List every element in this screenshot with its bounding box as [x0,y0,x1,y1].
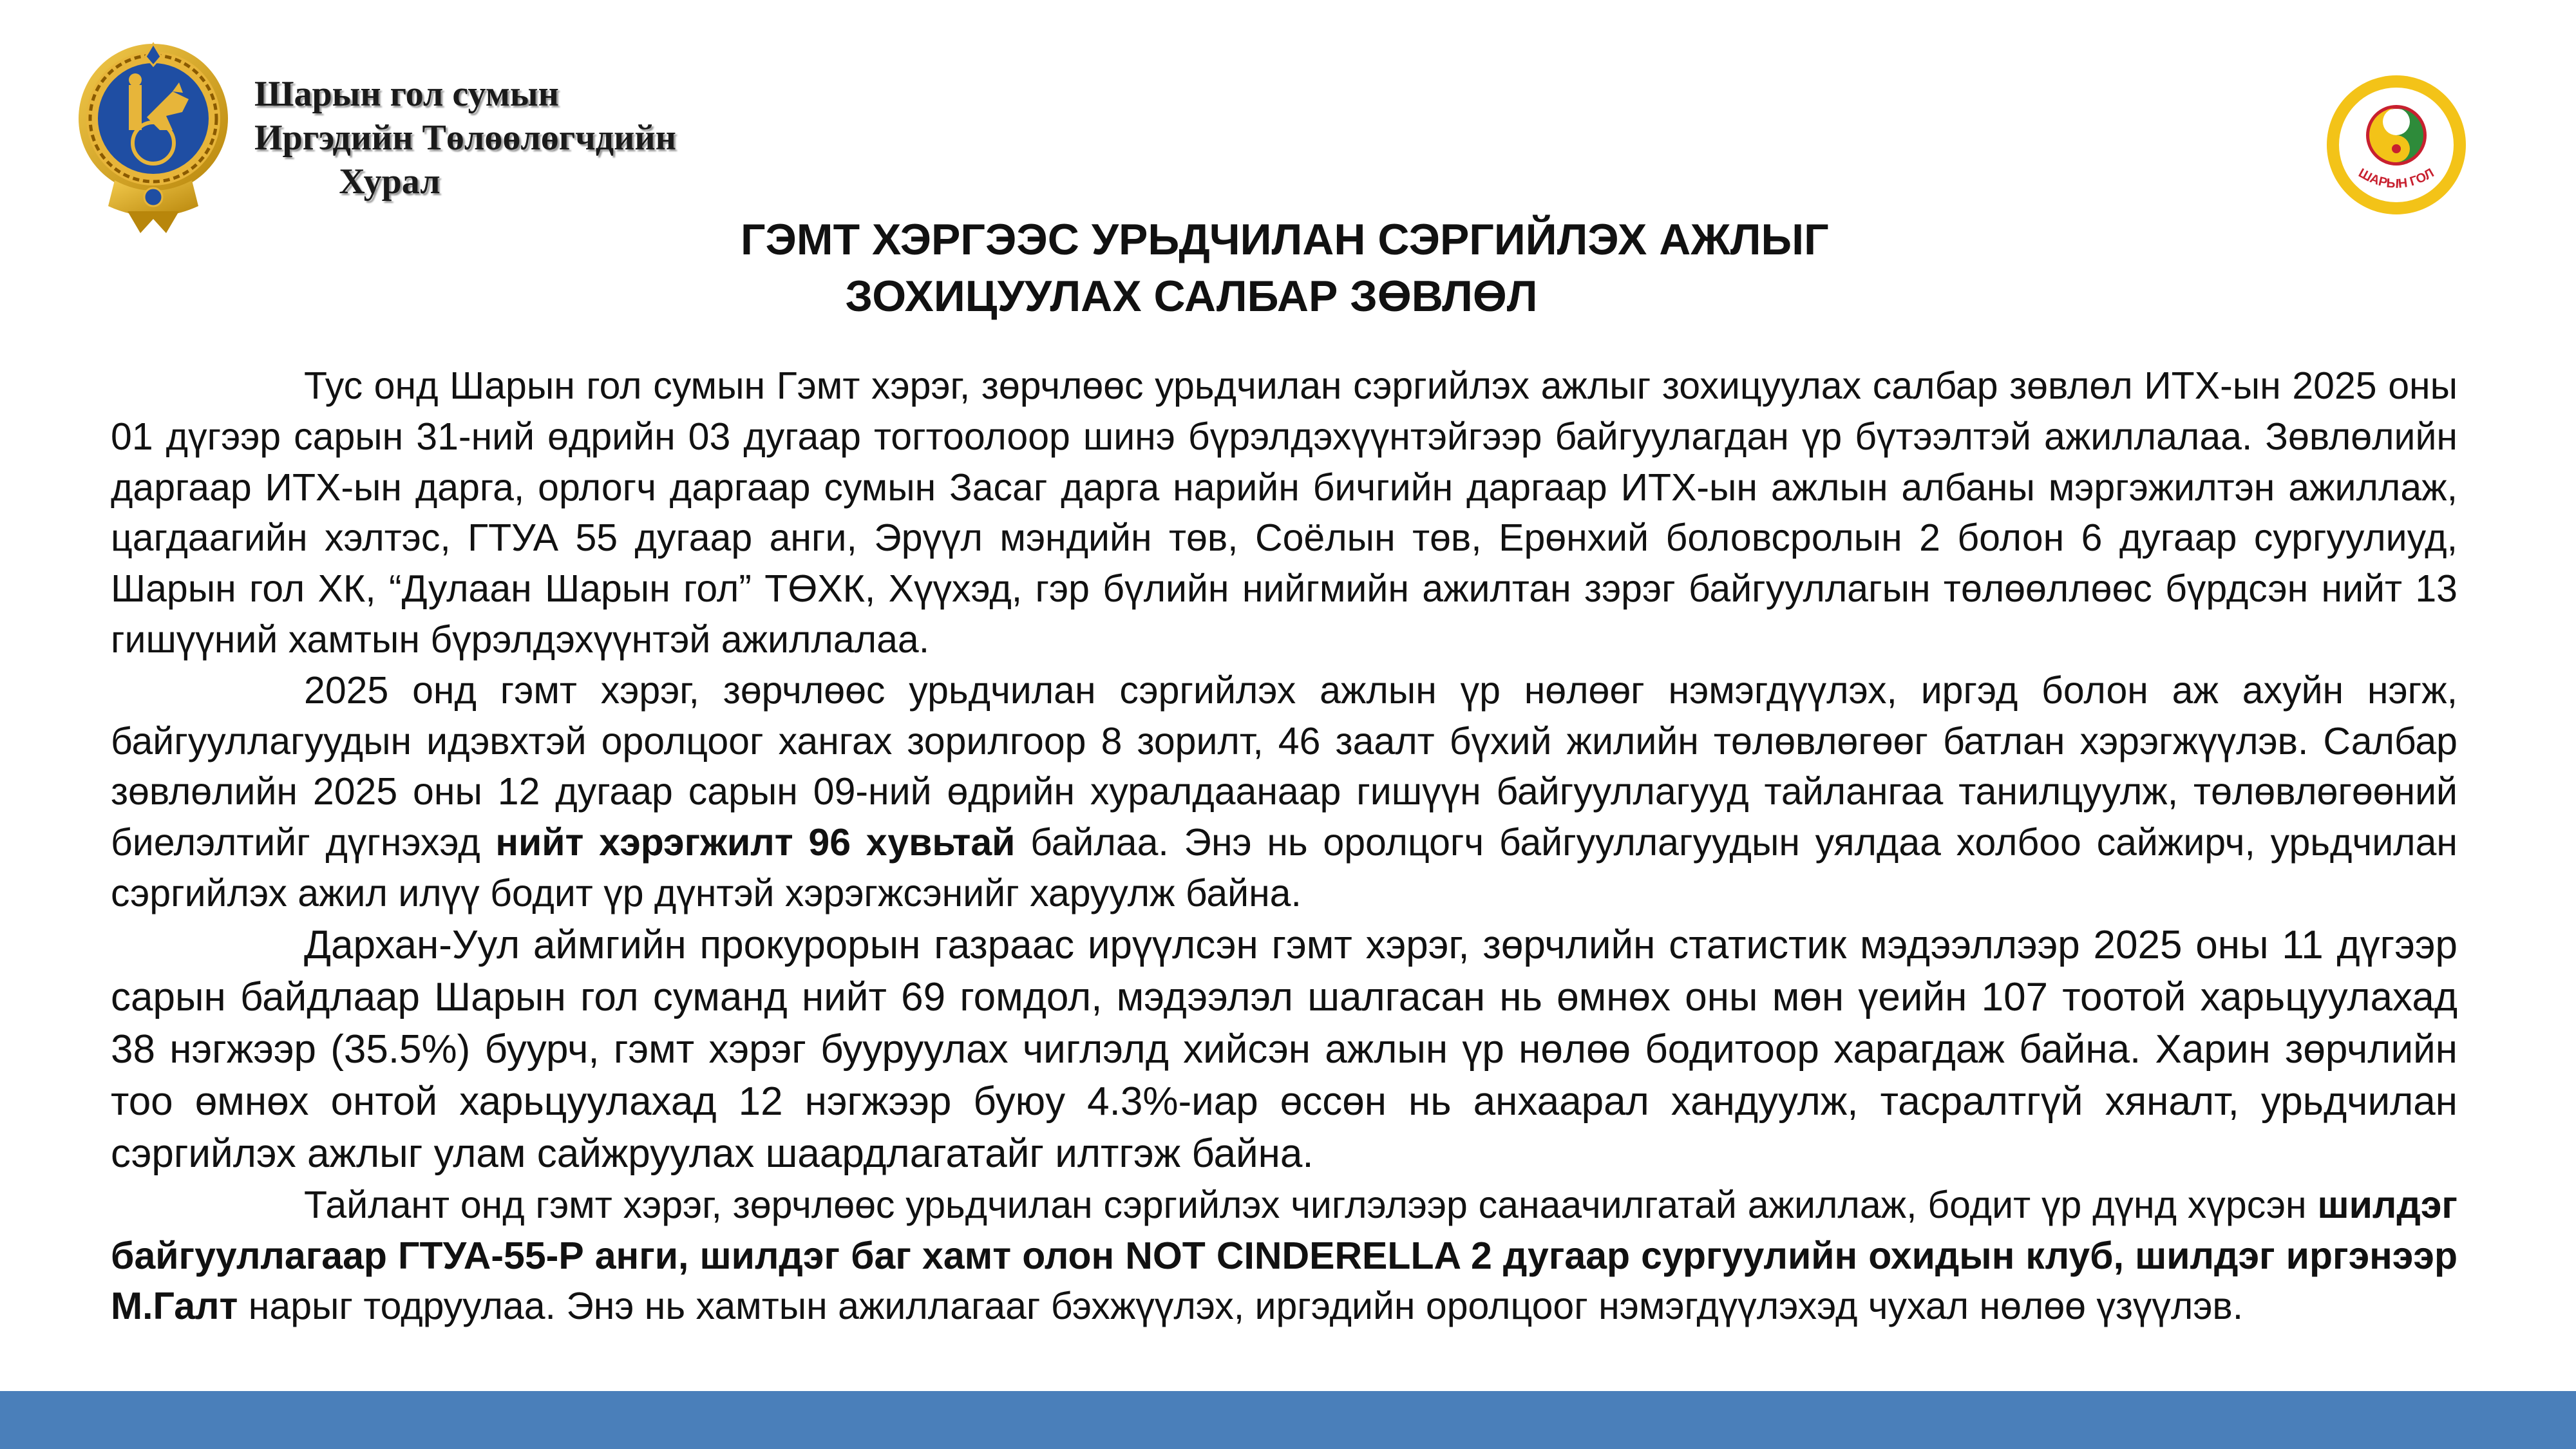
paragraph-2-text-a: 2025 онд гэмт хэрэг, зөрчлөөс урьдчилан сэргийлэх ажлын үр нөлөөг нэмэгдүүлэх, иргэд болон аж ахуйн нэгж, байгууллагуудын идэвхтэй оролцоог хангах зорилгоор 8 зорилт, 46 заалт бүхий жилийн төлөвлөгөөг батлан хэрэгжүүлэв. Салбар зөвлөлийн 2025 оны 12 дугаар сарын 09-ний өдрийн хуралдаанаар гишүүн байгууллагууд тайлангаа танилцуулж, төлөвлөгөөний биелэлтийг дүгнэхэд [111,668,2458,864]
title-line2: ЗОХИЦУУЛАХ САЛБАР ЗӨВЛӨЛ [845,272,1538,321]
logo-arc-text: ШАРЫН ГОЛ [2356,166,2437,191]
paragraph-awards [111,1180,2458,1332]
bottom-accent-bar [0,1391,2576,1449]
state-emblem-icon [76,40,231,240]
paragraph-4-text-b: нарыг тодруулаа. Энэ нь хамтын ажиллагааг бэхжүүлэх, иргэдийн оролцоог нэмэгдүүлэхэд чухал нөлөө үзүүлэв. [238,1285,2244,1328]
paragraph-statistics [111,919,2458,1180]
org-name-line1: Шарын гол сумын [254,74,559,114]
paragraph-3-text: Дархан-Уул аймгийн прокурорын газраас ирүүлсэн гэмт хэрэг, зөрчлийн статистик мэдээллээр 2025 оны 11 дүгээр сарын байдлаар Шарын гол суманд нийт 69 гомдол, мэдээлэл шалгасан нь өмнөх оны мөн үеийн 107 тоотой харьцуулахад 38 нэгжээр (35.5%) буурч, гэмт хэрэг бууруулах чиглэлд хийсэн ажлын үр нөлөө бодитоор харагдаж байна. Харин зөрчлийн тоо өмнөх онтой харьцуулахад 12 нэгжээр буюу 4.3%-иар өссөн нь анхаарал хандуулж, тасралтгүй хяналт, урьдчилан сэргийлэх ажлыг улам сайжруулах шаардлагатайг илтгэж байна. [111,922,2458,1176]
report-body [111,361,2458,1332]
page-title [741,211,1829,325]
paragraph-4-text-a: Тайлант онд гэмт хэрэг, зөрчлөөс урьдчилан сэргийлэх чиглэлээр санаачилгатай ажиллаж, бодит үр дүнд хүрсэн [304,1183,2318,1226]
paragraph-2-text-b: байлаа. Энэ нь оролцогч байгууллагуудын уялдаа холбоо сайжирч, урьдчилан сэргийлэх ажил илүү бодит үр дүнтэй хэрэгжсэнийг харуулж байна. [111,821,2458,914]
sharyn-gol-logo-icon [2306,71,2487,219]
paragraph-plan [111,665,2458,919]
title-line1: ГЭМТ ХЭРГЭЭС УРЬДЧИЛАН СЭРГИЙЛЭХ АЖЛЫГ [741,215,1829,264]
paragraph-2-bold: нийт хэрэгжилт 96 хувьтай [495,821,1016,864]
org-name-line3: Хурал [339,162,440,202]
paragraph-4-bold: шилдэг байгууллагаар ГТУА-55-Р анги, шилдэг баг хамт олон NOT CINDERELLA 2 дугаар сургуулийн охидын клуб, шилдэг иргэнээр М.Галт [111,1183,2458,1328]
organization-name [254,72,676,204]
paragraph-1-text: Тус онд Шарын гол сумын Гэмт хэрэг, зөрчлөөс урьдчилан сэргийлэх ажлыг зохицуулах салбар зөвлөл ИТХ-ын 2025 оны 01 дүгээр сарын 31-ний өдрийн 03 дугаар тогтоолоор шинэ бүрэлдэхүүнтэйгээр байгуулагдан үр бүтээлтэй ажиллалаа. Зөвлөлийн даргаар ИТХ-ын дарга, орлогч даргаар сумын Засаг дарга нарийн бичгийн даргаар ИТХ-ын ажлын албаны мэргэжилтэн ажиллаж, цагдаагийн хэлтэс, ГТУА 55 дугаар анги, Эрүүл мэндийн төв, Соёлын төв, Ерөнхий боловсролын 2 болон 6 дугаар сургуулиуд, Шарын гол ХК, “Дулаан Шарын гол” ТӨХК, Хүүхэд, гэр бүлийн нийгмийн ажилтан зэрэг байгууллагын төлөөллөөс бүрдсэн нийт 13 гишүүний хамтын бүрэлдэхүүнтэй ажиллалаа. [111,365,2458,661]
org-name-line2: Иргэдийн Төлөөлөгчдийн [254,118,676,158]
paragraph-composition [111,361,2458,665]
